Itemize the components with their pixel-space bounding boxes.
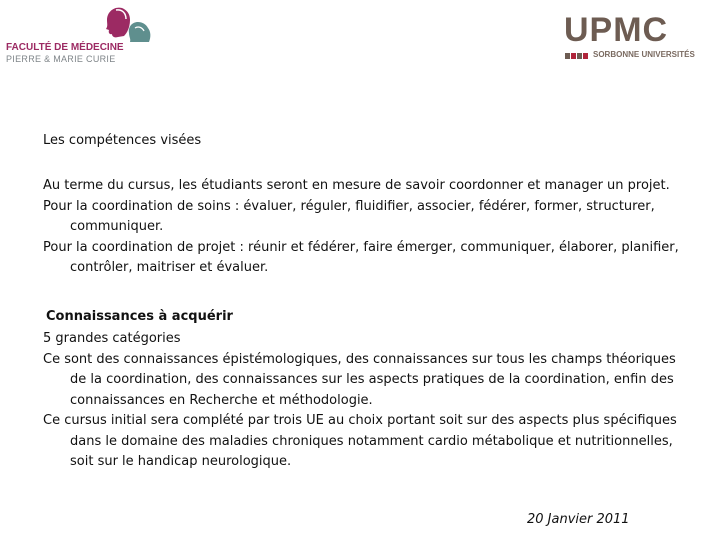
section-connaissances-title: Connaissances à acquérir xyxy=(46,309,233,324)
university-tagline: SORBONNE UNIVERSITÉS xyxy=(593,50,695,59)
competences-paragraph: Pour la coordination de projet : réunir et fédérer, faire émerger, communiquer, élaborer, planifier, contrôler, maitriser et évaluer. xyxy=(43,239,679,275)
faculty-subtitle: PIERRE & MARIE CURIE xyxy=(6,54,116,64)
connaissances-paragraph: Ce sont des connaissances épistémologiques, des connaissances sur tous les champs théoriques de la coordination, des connaissances sur les aspects pratiques de la coordination, enfin des connaissances en Recherche et méthodologie. xyxy=(43,351,676,408)
connaissances-paragraph: 5 grandes catégories xyxy=(43,331,181,346)
face-profiles-logo-icon xyxy=(4,4,154,46)
connaissances-paragraph: Ce cursus initial sera complété par trois UE au choix portant soit sur des aspects plus spécifiques dans le domaine des maladies chroniques notamment cardio métabolique et nutritionnelles, soit sur le handicap neurologique. xyxy=(43,413,677,469)
section-connaissances-body xyxy=(43,329,693,473)
footer-date: 20 Janvier 2011 xyxy=(527,512,630,527)
sorbonne-mark-icon xyxy=(565,52,591,60)
faculty-name: FACULTÉ DE MÉDECINE xyxy=(6,42,124,53)
competences-paragraph: Pour la coordination de soins : évaluer, réguler, fluidifier, associer, fédérer, former, structurer, communiquer. xyxy=(43,198,655,234)
section-competences-body xyxy=(43,176,693,279)
upmc-wordmark: UPMC xyxy=(564,11,669,49)
section-competences-title: Les compétences visées xyxy=(43,133,202,148)
university-logo xyxy=(560,10,702,62)
competences-paragraph: Au terme du cursus, les étudiants seront en mesure de savoir coordonner et manager un projet. xyxy=(43,178,670,193)
faculty-logo xyxy=(4,4,154,62)
